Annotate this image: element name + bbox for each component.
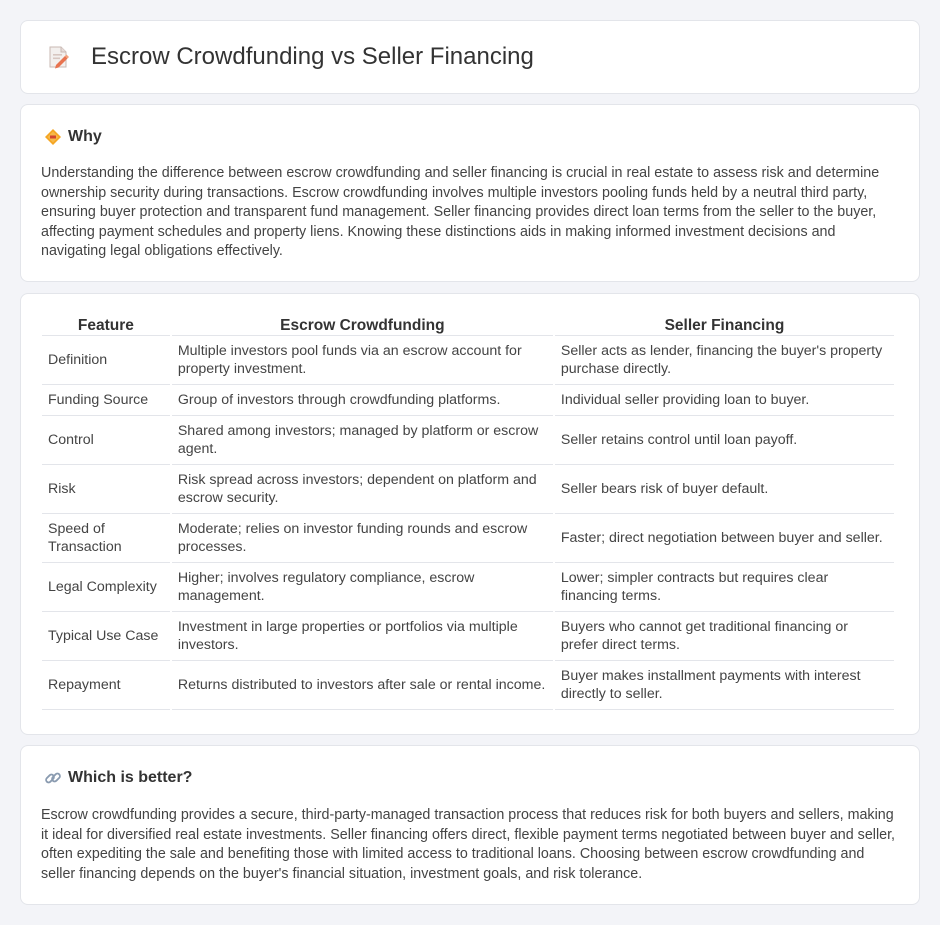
table-row [42, 336, 894, 385]
seller-cell: Faster; direct negotiation between buyer and seller. [555, 514, 894, 563]
feature-cell: Definition [42, 336, 170, 385]
seller-cell: Buyer makes installment payments with interest directly to seller. [555, 661, 894, 710]
table-header-row [42, 316, 894, 336]
column-header-seller: Seller Financing [555, 316, 894, 336]
feature-cell: Typical Use Case [42, 612, 170, 661]
escrow-cell: Shared among investors; managed by platform or escrow agent. [172, 416, 553, 465]
seller-cell: Individual seller providing loan to buyer. [555, 385, 894, 416]
escrow-cell: Investment in large properties or portfolios via multiple investors. [172, 612, 553, 661]
table-row [42, 661, 894, 710]
seller-cell: Seller retains control until loan payoff. [555, 416, 894, 465]
comparison-section [20, 293, 920, 735]
table-row [42, 563, 894, 612]
seller-cell: Seller bears risk of buyer default. [555, 465, 894, 514]
feature-cell: Repayment [42, 661, 170, 710]
comparison-table [40, 316, 896, 710]
why-section [20, 104, 920, 282]
why-text: Understanding the difference between escrow crowdfunding and seller financing is crucial in real estate to assess risk and determine ownership security during transactions. Escrow crowdfunding involves multiple investors pooling funds held by a neutral third party, ensuring buyer protection and transparent fund management. Seller financing provides direct loan terms from the seller to the buyer, affecting payment schedules and property liens. Knowing these distinctions aids in making informed investment decisions and navigating legal obligations effectively. [41, 165, 880, 260]
better-heading-row [41, 768, 899, 788]
seller-cell: Buyers who cannot get traditional financing or prefer direct terms. [555, 612, 894, 661]
feature-cell: Control [42, 416, 170, 465]
table-row [42, 612, 894, 661]
escrow-cell: Group of investors through crowdfunding platforms. [172, 385, 553, 416]
page-title: Escrow Crowdfunding vs Seller Financing [91, 43, 534, 70]
feature-cell: Funding Source [42, 385, 170, 416]
why-heading: Why [68, 128, 102, 145]
feature-cell: Legal Complexity [42, 563, 170, 612]
link-icon [44, 769, 62, 787]
document-pencil-icon [45, 44, 71, 70]
escrow-cell: Returns distributed to investors after sale or rental income. [172, 661, 553, 710]
column-header-escrow: Escrow Crowdfunding [172, 316, 553, 336]
seller-cell: Seller acts as lender, financing the buyer's property purchase directly. [555, 336, 894, 385]
column-header-feature: Feature [42, 316, 170, 336]
better-text: Escrow crowdfunding provides a secure, third-party-managed transaction process that reduces risk for both buyers and sellers, making it ideal for diversified real estate investments. Seller financing offers direct, flexible payment terms negotiated between buyer and seller, often expediting the sale and benefiting those with limited access to traditional loans. Choosing between escrow crowdfunding and seller financing depends on the buyer's financial situation, investment goals, and risk tolerance. [41, 807, 896, 882]
escrow-cell: Multiple investors pool funds via an escrow account for property investment. [172, 336, 553, 385]
table-row [42, 514, 894, 563]
why-heading-row [41, 127, 899, 147]
title-card [20, 20, 920, 94]
which-is-better-section [20, 745, 920, 905]
table-row [42, 465, 894, 514]
escrow-cell: Risk spread across investors; dependent on platform and escrow security. [172, 465, 553, 514]
feature-cell: Risk [42, 465, 170, 514]
feature-cell: Speed of Transaction [42, 514, 170, 563]
escrow-cell: Higher; involves regulatory compliance, escrow management. [172, 563, 553, 612]
diamond-sign-icon [44, 128, 62, 146]
seller-cell: Lower; simpler contracts but requires clear financing terms. [555, 563, 894, 612]
better-heading: Which is better? [68, 769, 193, 786]
table-row [42, 385, 894, 416]
escrow-cell: Moderate; relies on investor funding rounds and escrow processes. [172, 514, 553, 563]
table-row [42, 416, 894, 465]
